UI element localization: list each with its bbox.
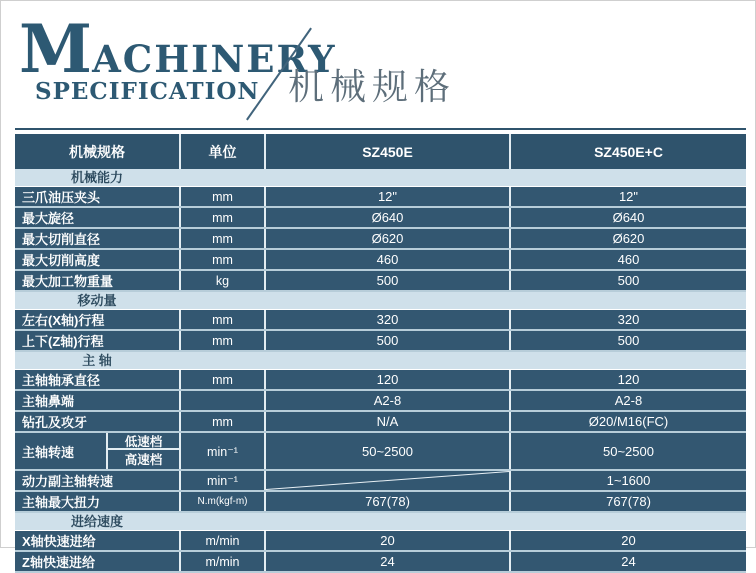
section-label: 机械能力 xyxy=(70,170,123,185)
gear-high-label: 高速档 xyxy=(124,452,163,467)
spec-row xyxy=(15,531,746,552)
spec-value-sz450e-c: 500 xyxy=(509,331,746,350)
spec-label: 左右(X轴)行程 xyxy=(22,313,105,328)
section-label: 移动量 xyxy=(77,293,117,308)
gear-sub-column xyxy=(106,433,179,469)
spec-value-sz450e-c: 120 xyxy=(509,370,746,389)
spec-value-sz450e: A2-8 xyxy=(264,391,509,410)
spec-unit: min⁻¹ xyxy=(179,433,264,469)
spec-row xyxy=(15,310,746,331)
spec-row xyxy=(15,412,746,433)
spec-row xyxy=(15,271,746,292)
section-row xyxy=(15,352,746,370)
gear-low-label: 低速档 xyxy=(108,433,179,450)
spec-row xyxy=(15,391,746,412)
spec-value-sz450e: N/A xyxy=(264,412,509,431)
spec-unit: mm xyxy=(179,331,264,350)
spec-value-sz450e-c: Ø640 xyxy=(509,208,746,227)
table-top-rule xyxy=(15,128,746,130)
spec-value-sz450e-c: 12" xyxy=(509,187,746,206)
spec-label: 主轴轴承直径 xyxy=(22,373,101,388)
spec-row xyxy=(15,187,746,208)
spec-row xyxy=(15,471,746,492)
spec-value-sz450e-c: 1~1600 xyxy=(509,471,746,490)
table-header-row xyxy=(15,134,746,169)
spec-value-sz450e-c: A2-8 xyxy=(509,391,746,410)
spec-row xyxy=(15,250,746,271)
section-row xyxy=(15,513,746,531)
spec-unit: kg xyxy=(179,271,264,290)
spec-unit: mm xyxy=(179,250,264,269)
spec-row xyxy=(15,552,746,573)
spec-label: 最大旋径 xyxy=(22,211,75,226)
column-header-unit: 单位 xyxy=(179,134,264,169)
spec-value-sz450e-c: 50~2500 xyxy=(509,433,746,469)
spec-label: 三爪油压夹头 xyxy=(22,190,101,205)
spec-unit: mm xyxy=(179,187,264,206)
spec-value-sz450e-c: Ø620 xyxy=(509,229,746,248)
section-row xyxy=(15,169,746,187)
spec-unit: m/min xyxy=(179,531,264,550)
spec-value-sz450e-c: 320 xyxy=(509,310,746,329)
spec-value-sz450e: 120 xyxy=(264,370,509,389)
na-diagonal-cell xyxy=(264,471,509,490)
spec-unit: mm xyxy=(179,208,264,227)
column-header-sz450e-c: SZ450E+C xyxy=(509,134,746,169)
logo-machinery-text: MACHINERY xyxy=(19,10,337,88)
spec-value-sz450e-c: 24 xyxy=(509,552,746,571)
spec-value-sz450e: Ø620 xyxy=(264,229,509,248)
spec-label: 最大加工物重量 xyxy=(22,274,114,289)
spec-value-sz450e: 50~2500 xyxy=(264,433,509,469)
spec-value-sz450e: 460 xyxy=(264,250,509,269)
spec-table xyxy=(15,128,746,573)
spec-value-sz450e: 500 xyxy=(264,271,509,290)
spec-value-sz450e: 12" xyxy=(264,187,509,206)
section-label: 主 轴 xyxy=(82,353,112,368)
spec-label: X轴快速进给 xyxy=(22,534,96,549)
spec-label: 最大切削直径 xyxy=(22,232,101,247)
spec-value-sz450e: 767(78) xyxy=(264,492,509,511)
spec-label: 主轴转速 xyxy=(22,444,75,460)
spec-unit: mm xyxy=(179,412,264,431)
spec-value-sz450e: 320 xyxy=(264,310,509,329)
spec-row xyxy=(15,331,746,352)
spec-label: 最大切削高度 xyxy=(22,253,101,268)
spec-unit: mm xyxy=(179,229,264,248)
spec-unit: m/min xyxy=(179,552,264,571)
spec-row-split xyxy=(15,433,746,471)
spec-row xyxy=(15,370,746,391)
spec-row xyxy=(15,208,746,229)
spec-label: 主轴最大扭力 xyxy=(22,495,101,510)
spec-unit: min⁻¹ xyxy=(179,471,264,490)
spec-label: 上下(Z轴)行程 xyxy=(22,334,104,349)
section-row xyxy=(15,292,746,310)
spec-label-group xyxy=(15,433,179,469)
spec-unit: mm xyxy=(179,310,264,329)
spec-unit: N.m(kgf-m) xyxy=(179,492,264,511)
page-title: 机械规格 xyxy=(288,66,457,107)
spec-label: 钻孔及攻牙 xyxy=(22,415,88,430)
spec-label: Z轴快速进给 xyxy=(22,555,95,570)
section-label: 进给速度 xyxy=(70,514,123,529)
header xyxy=(1,1,755,128)
spec-value-sz450e: 20 xyxy=(264,531,509,550)
spec-table-body xyxy=(15,169,746,573)
spec-value-sz450e-c: 460 xyxy=(509,250,746,269)
spec-row xyxy=(15,229,746,250)
spec-value-sz450e: 500 xyxy=(264,331,509,350)
spec-value-sz450e: Ø640 xyxy=(264,208,509,227)
spec-unit xyxy=(179,391,264,410)
spec-unit: mm xyxy=(179,370,264,389)
spec-value-sz450e-c: Ø20/M16(FC) xyxy=(509,412,746,431)
spec-value-sz450e: 24 xyxy=(264,552,509,571)
column-header-spec: 机械规格 xyxy=(69,143,125,160)
spec-label: 主轴鼻端 xyxy=(22,394,75,409)
spec-value-sz450e-c: 20 xyxy=(509,531,746,550)
spec-value-sz450e-c: 500 xyxy=(509,271,746,290)
spec-value-sz450e-c: 767(78) xyxy=(509,492,746,511)
logo-specification-text: SPECIFICATION xyxy=(35,77,260,105)
spec-row xyxy=(15,492,746,513)
column-header-sz450e: SZ450E xyxy=(264,134,509,169)
spec-label: 动力副主轴转速 xyxy=(22,474,114,489)
na-diagonal-line xyxy=(266,471,509,490)
